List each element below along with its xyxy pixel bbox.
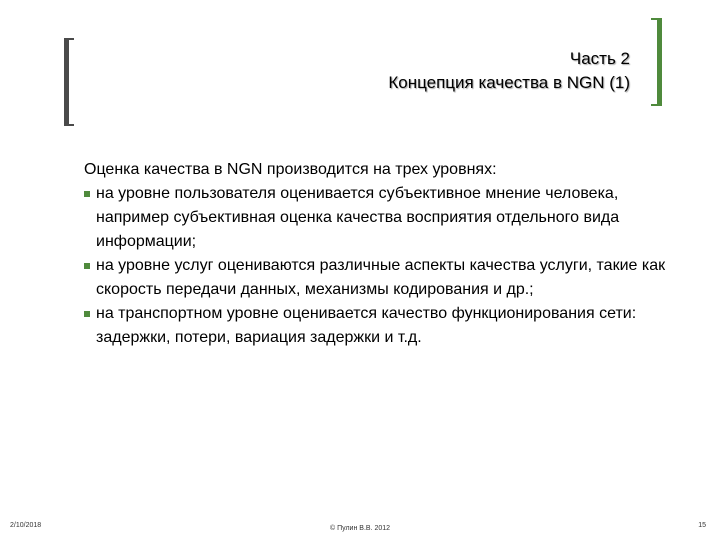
list-item bbox=[84, 182, 684, 254]
title-line-1: Часть 2 bbox=[569, 49, 630, 68]
list-item bbox=[84, 302, 684, 350]
list-item-text: на уровне услуг оцениваются различные аспекты качества услуги, такие как скорость передачи данных, механизмы кодирования и др.; bbox=[96, 257, 666, 298]
title-line-2: Концепция качества в NGN (1) bbox=[388, 73, 630, 92]
square-bullet-icon bbox=[84, 311, 90, 317]
footer-date: 2/10/2018 bbox=[10, 522, 42, 529]
list-item-text: на транспортном уровне оценивается качество функционирования сети: задержки, потери, вариация задержки и т.д. bbox=[96, 305, 637, 346]
list-item-text: на уровне пользователя оценивается субъективное мнение человека, например субъективная оценка качества восприятия отдельного вида информации; bbox=[96, 185, 620, 250]
square-bullet-icon bbox=[84, 191, 90, 197]
right-bracket-decoration bbox=[651, 18, 662, 106]
page-number: 15 bbox=[698, 522, 706, 529]
left-bracket-decoration bbox=[64, 38, 74, 126]
footer-copyright: © Пулин В.В. 2012 bbox=[329, 525, 391, 532]
square-bullet-icon bbox=[84, 263, 90, 269]
list-item bbox=[84, 254, 684, 302]
intro-text: Оценка качества в NGN производится на трех уровнях: bbox=[84, 161, 497, 178]
slide-title bbox=[388, 47, 630, 95]
slide-body bbox=[84, 158, 684, 350]
